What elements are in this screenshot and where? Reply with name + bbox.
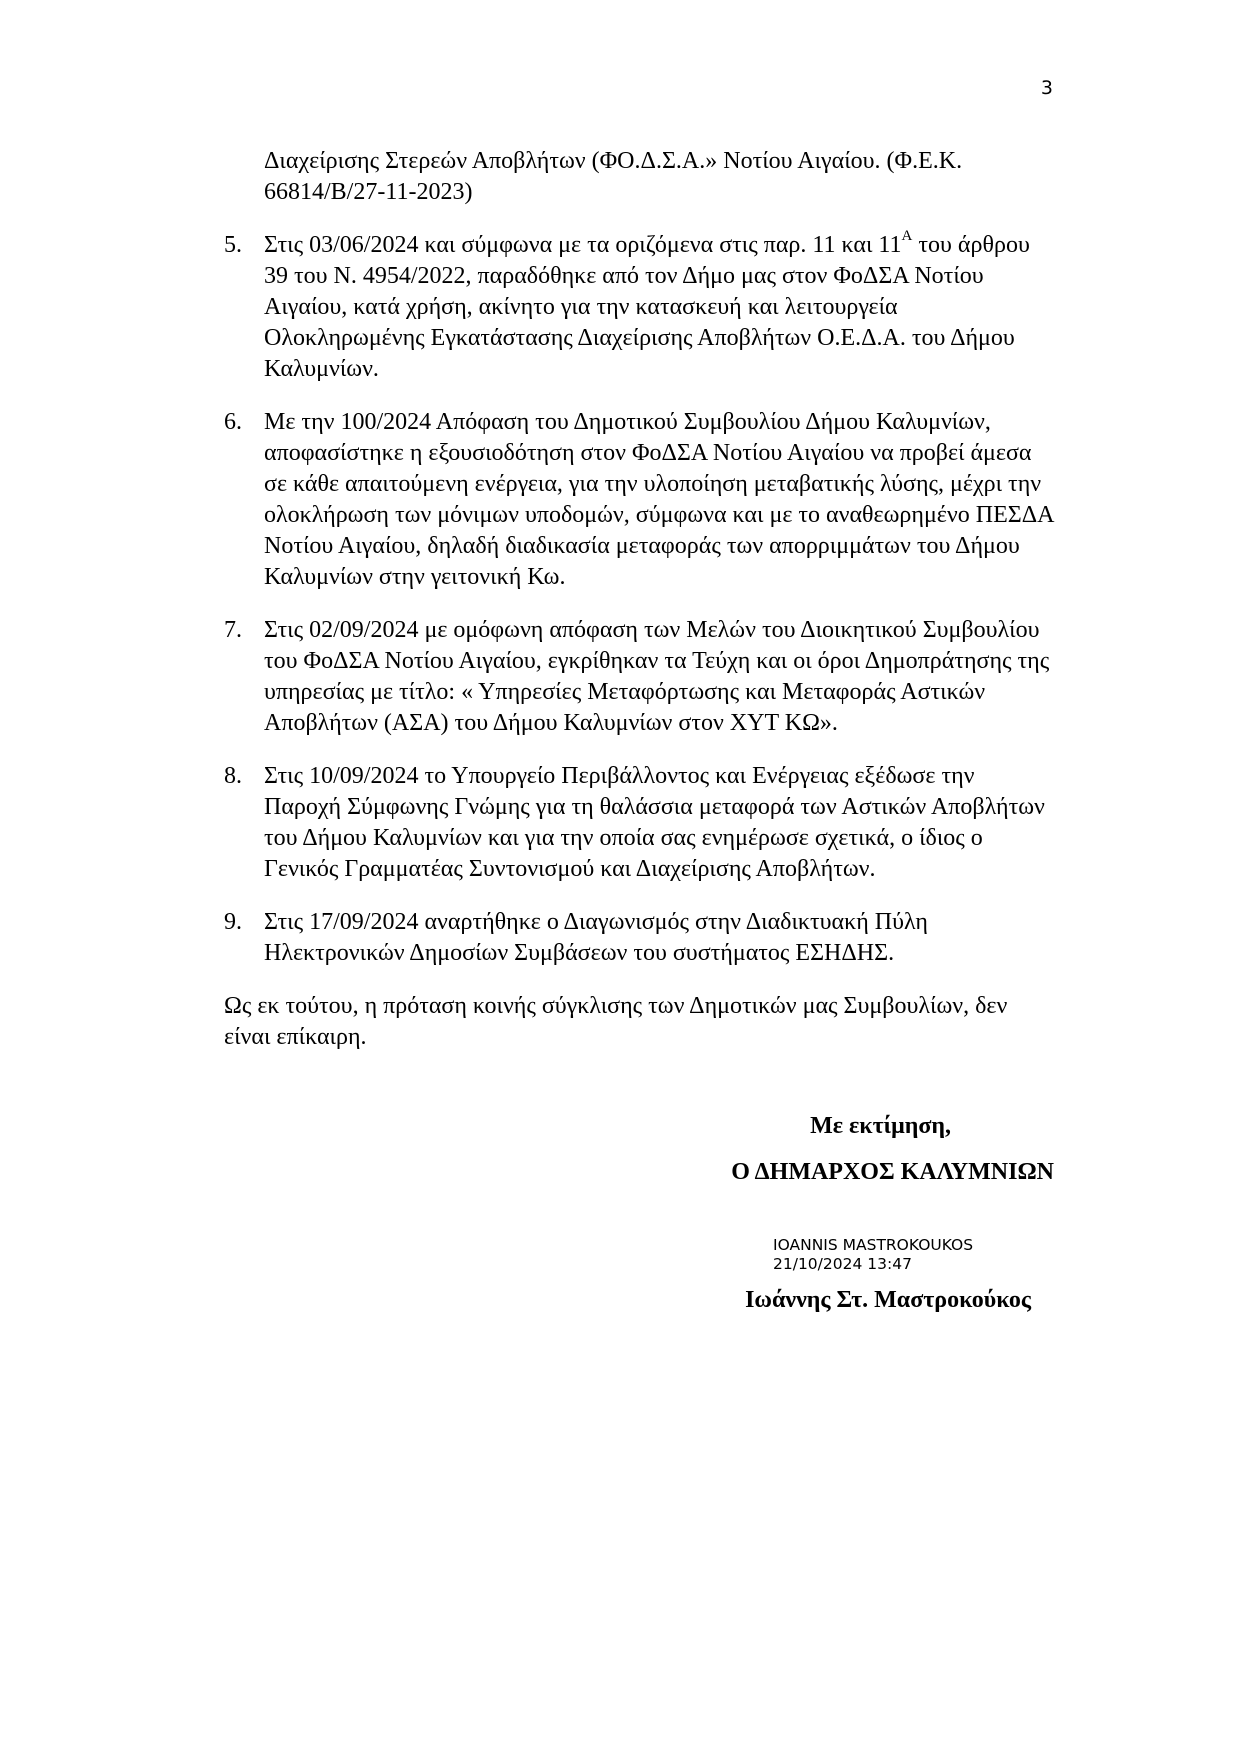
continued-line-1: Διαχείρισης Στερεών Αποβλήτων (ΦΟ.Δ.Σ.Α.» Νοτίου Αιγαίου. (Φ.Ε.Κ. <box>264 148 963 174</box>
list-item-text: Στις 10/09/2024 το Υπουργείο Περιβάλλοντος και Ενέργειας εξέδωσε την Παροχή Σύμφωνης Γνώμης για τη θαλάσσια μεταφορά των Αστικών Αποβλήτων του Δήμου Καλυμνίων και για την οποία σας ενημέρωσε σχετικά, ο ίδιος ο Γενικός Γραμματέας Συντονισμού και Διαχείρισης Αποβλήτων. <box>264 763 1045 882</box>
list-item-number: 9. <box>224 909 242 935</box>
continued-line-2: 66814/Β/27-11-2023) <box>264 179 473 205</box>
list-item-text: Στις 17/09/2024 αναρτήθηκε ο Διαγωνισμός στην Διαδικτυακή Πύλη Ηλεκτρονικών Δημοσίων Συμβάσεων του συστήματος ΕΣΗΔΗΣ. <box>264 909 928 966</box>
digital-signature-datetime: 21/10/2024 13:47 <box>773 1255 912 1273</box>
digital-signature-stamp <box>773 1236 973 1274</box>
superscript-label: Α <box>901 228 913 244</box>
digital-signature-name: IOANNIS MASTROKOUKOS <box>773 1236 974 1254</box>
list-item-8 <box>224 761 1054 885</box>
list-item-7 <box>224 615 1054 739</box>
list-item-text: Με την 100/2024 Απόφαση του Δημοτικού Συμβουλίου Δήμου Καλυμνίων, αποφασίστηκε η εξουσιοδότηση στον ΦοΔΣΑ Νοτίου Αιγαίου να προβεί άμεσα σε κάθε απαιτούμενη ενέργεια, για την υλοποίηση μεταβατικής λύσης, μέχρι την ολοκλήρωση των μόνιμων υποδομών, σύμφωνα και με το αναθεωρημένο ΠΕΣΔΑ Νοτίου Αιγαίου, δηλαδή διαδικασία μεταφοράς των απορριμμάτων του Δήμου Καλυμνίων στην γειτονική Κω. <box>264 409 1054 590</box>
closing-salutation: Με εκτίμηση, <box>810 1113 951 1139</box>
list-item-9 <box>224 907 1054 969</box>
list-item-text <box>264 230 1054 385</box>
list-item-number: 5. <box>224 232 242 258</box>
signatory-title: Ο ΔΗΜΑΡΧΟΣ ΚΑΛΥΜΝΙΩΝ <box>731 1159 1054 1185</box>
list-item-5 <box>224 230 1054 385</box>
list-item-6 <box>224 407 1054 593</box>
signatory-name: Ιωάννης Στ. Μαστροκούκος <box>745 1287 1031 1313</box>
continued-paragraph <box>264 146 1054 208</box>
list-item-number: 7. <box>224 617 242 643</box>
list-item-number: 6. <box>224 409 242 435</box>
document-body <box>224 146 1054 1053</box>
list-item-text-part: Στις 03/06/2024 και σύμφωνα με τα οριζόμενα στις παρ. 11 και 11 <box>264 232 902 258</box>
list-item-text: Στις 02/09/2024 με ομόφωνη απόφαση των Μελών του Διοικητικού Συμβουλίου του ΦοΔΣΑ Νοτίου Αιγαίου, εγκρίθηκαν τα Τεύχη και οι όροι Δημοπράτησης της υπηρεσίας με τίτλο: « Υπηρεσίες Μεταφόρτωσης και Μεταφοράς Αστικών Αποβλήτων (ΑΣΑ) του Δήμου Καλυμνίων στον ΧΥΤ ΚΩ». <box>264 617 1050 736</box>
list-item-number: 8. <box>224 763 242 789</box>
page-number: 3 <box>1040 77 1053 99</box>
list-item-text-part: του άρθρου 39 του Ν. 4954/2022, παραδόθηκε από τον Δήμο μας στον ΦοΔΣΑ Νοτίου Αιγαίου, κατά χρήση, ακίνητο για την κατασκευή και λειτουργεία Ολοκληρωμένης Εγκατάστασης Διαχείρισης Αποβλήτων Ο.Ε.Δ.Α. του Δήμου Καλυμνίων. <box>264 232 1030 382</box>
conclusion-paragraph: Ως εκ τούτου, η πρόταση κοινής σύγκλισης των Δημοτικών μας Συμβουλίων, δεν είναι επίκαιρη. <box>224 993 1008 1050</box>
